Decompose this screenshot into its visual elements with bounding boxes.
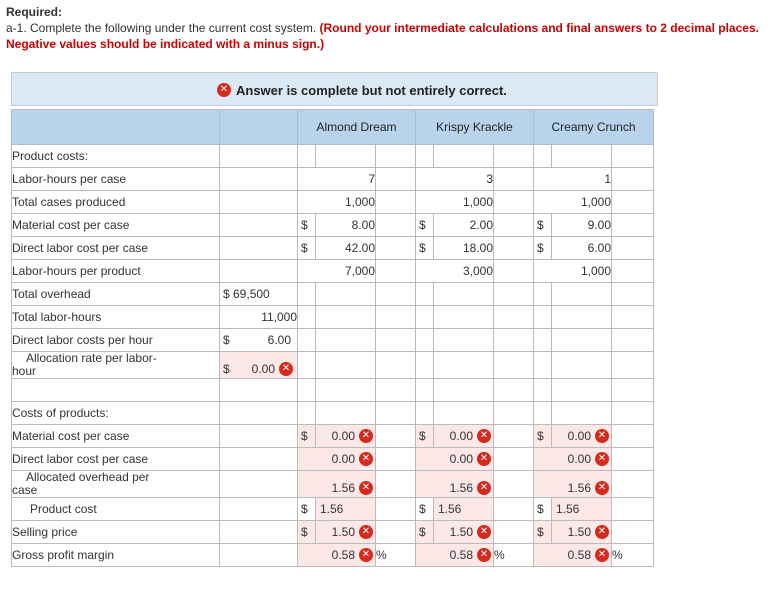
instruction-rounding-note: (Round your intermediate calculations and final answers to 2 decimal places. Negative values should be indicated with a minus sign.): [6, 21, 759, 51]
incorrect-icon: ✕: [477, 429, 491, 443]
instructions: [6, 20, 781, 52]
table-row: Labor-hours per case 7 3 1: [12, 168, 654, 191]
incorrect-icon: ✕: [217, 83, 231, 97]
selling-price-input[interactable]: 1.50 ✕: [316, 521, 376, 544]
incorrect-icon: ✕: [359, 548, 373, 562]
table-row: Material cost per case $ 0.00 ✕ $ 0.00 ✕ $ 0.00 ✕: [12, 425, 654, 448]
table-row: Total overhead $ 69,500: [12, 283, 654, 306]
table-row: Total labor-hours 11,000: [12, 306, 654, 329]
direct-labor-input[interactable]: 0.00 ✕: [298, 448, 376, 471]
gross-margin-input[interactable]: 0.58 ✕: [298, 544, 376, 567]
incorrect-icon: ✕: [595, 429, 609, 443]
section-costs-of-products: Costs of products:: [12, 402, 220, 425]
table-row: Total cases produced 1,000 1,000 1,000: [12, 191, 654, 214]
direct-labor-input[interactable]: 0.00 ✕: [534, 448, 612, 471]
allocation-rate-input[interactable]: $ 0.00 ✕: [220, 352, 298, 379]
answer-status-banner: [11, 72, 658, 106]
table-row: Material cost per case $ 8.00 $ 2.00 $ 9.00: [12, 214, 654, 237]
incorrect-icon: ✕: [477, 481, 491, 495]
incorrect-icon: ✕: [477, 548, 491, 562]
overhead-input[interactable]: 1.56 ✕: [534, 471, 612, 498]
incorrect-icon: ✕: [359, 525, 373, 539]
gross-margin-input[interactable]: 0.58 ✕: [534, 544, 612, 567]
table-row: Selling price $ 1.50 ✕ $ 1.50 ✕ $ 1.50 ✕: [12, 521, 654, 544]
table-row: Gross profit margin 0.58 ✕ % 0.58 ✕ % 0.58 ✕ %: [12, 544, 654, 567]
incorrect-icon: ✕: [595, 481, 609, 495]
table-row: Allocation rate per labor- hour $ 0.00 ✕: [12, 352, 654, 379]
table-row: Direct labor costs per hour $ 6.00: [12, 329, 654, 352]
table-row: Allocated overhead per case 1.56 ✕ 1.56 ✕ 1.56 ✕: [12, 471, 654, 498]
table-row: Product cost $ 1.56 $ 1.56 $ 1.56: [12, 498, 654, 521]
col-header-krispy: Krispy Krackle: [416, 110, 534, 145]
incorrect-icon: ✕: [279, 362, 293, 376]
incorrect-icon: ✕: [359, 452, 373, 466]
material-cost-input[interactable]: 0.00 ✕: [434, 425, 494, 448]
cost-table: [11, 109, 654, 567]
table-row: Direct labor cost per case 0.00 ✕ 0.00 ✕ 0.00 ✕: [12, 448, 654, 471]
incorrect-icon: ✕: [477, 525, 491, 539]
direct-labor-input[interactable]: 0.00 ✕: [416, 448, 494, 471]
header-row: [12, 110, 654, 145]
incorrect-icon: ✕: [595, 548, 609, 562]
incorrect-icon: ✕: [359, 429, 373, 443]
material-cost-input[interactable]: 0.00 ✕: [316, 425, 376, 448]
instruction-text: a-1. Complete the following under the current cost system.: [6, 21, 317, 35]
selling-price-input[interactable]: 1.50 ✕: [434, 521, 494, 544]
material-cost-input[interactable]: 0.00 ✕: [552, 425, 612, 448]
incorrect-icon: ✕: [595, 525, 609, 539]
overhead-input[interactable]: 1.56 ✕: [298, 471, 376, 498]
incorrect-icon: ✕: [359, 481, 373, 495]
col-header-almond: Almond Dream: [298, 110, 416, 145]
required-heading: Required:: [6, 5, 63, 19]
answer-status-message: Answer is complete but not entirely correct.: [236, 83, 507, 98]
table-row: Direct labor cost per case $ 42.00 $ 18.00 $ 6.00: [12, 237, 654, 260]
col-header-creamy: Creamy Crunch: [534, 110, 654, 145]
section-product-costs: Product costs:: [12, 145, 220, 168]
gross-margin-input[interactable]: 0.58 ✕: [416, 544, 494, 567]
incorrect-icon: ✕: [595, 452, 609, 466]
incorrect-icon: ✕: [477, 452, 491, 466]
selling-price-input[interactable]: 1.50 ✕: [552, 521, 612, 544]
overhead-input[interactable]: 1.56 ✕: [416, 471, 494, 498]
table-row: Labor-hours per product 7,000 3,000 1,000: [12, 260, 654, 283]
